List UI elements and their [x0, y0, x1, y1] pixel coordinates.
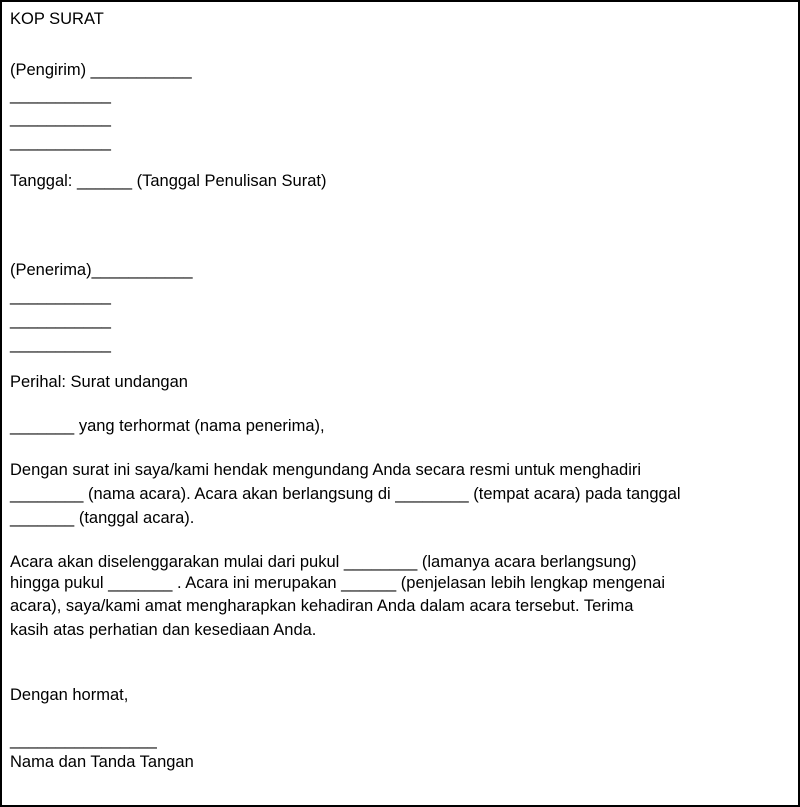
paragraph-1-line: Dengan surat ini saya/kami hendak mengundang Anda secara resmi untuk menghadiri: [10, 461, 642, 479]
paragraph-2-line: Acara akan diselenggarakan mulai dari pukul ________ (lamanya acara berlangsung): [10, 553, 637, 571]
sender-line: ___________: [10, 133, 111, 151]
signature-label: Nama dan Tanda Tangan: [10, 753, 194, 771]
paragraph-1-line: ________ (nama acara). Acara akan berlangsung di ________ (tempat acara) pada tanggal: [10, 485, 681, 503]
sender-label: (Pengirim) ___________: [10, 61, 192, 79]
recipient-line: ___________: [10, 311, 111, 329]
sender-line: ___________: [10, 109, 111, 127]
recipient-line: ___________: [10, 287, 111, 305]
recipient-label: (Penerima)___________: [10, 261, 193, 279]
closing: Dengan hormat,: [10, 686, 129, 704]
subject-line: Perihal: Surat undangan: [10, 373, 188, 391]
letter-header: KOP SURAT: [10, 10, 104, 28]
paragraph-2-line: hingga pukul _______ . Acara ini merupakan ______ (penjelasan lebih lengkap mengenai: [10, 574, 665, 592]
paragraph-2-line: acara), saya/kami amat mengharapkan kehadiran Anda dalam acara tersebut. Terima: [10, 597, 634, 615]
signature-line: ________________: [10, 731, 157, 749]
paragraph-2-line: kasih atas perhatian dan kesediaan Anda.: [10, 621, 317, 639]
recipient-line: ___________: [10, 335, 111, 353]
date-line: Tanggal: ______ (Tanggal Penulisan Surat): [10, 172, 327, 190]
sender-line: ___________: [10, 86, 111, 104]
paragraph-1-line: _______ (tanggal acara).: [10, 509, 195, 527]
salutation: _______ yang terhormat (nama penerima),: [10, 417, 325, 435]
